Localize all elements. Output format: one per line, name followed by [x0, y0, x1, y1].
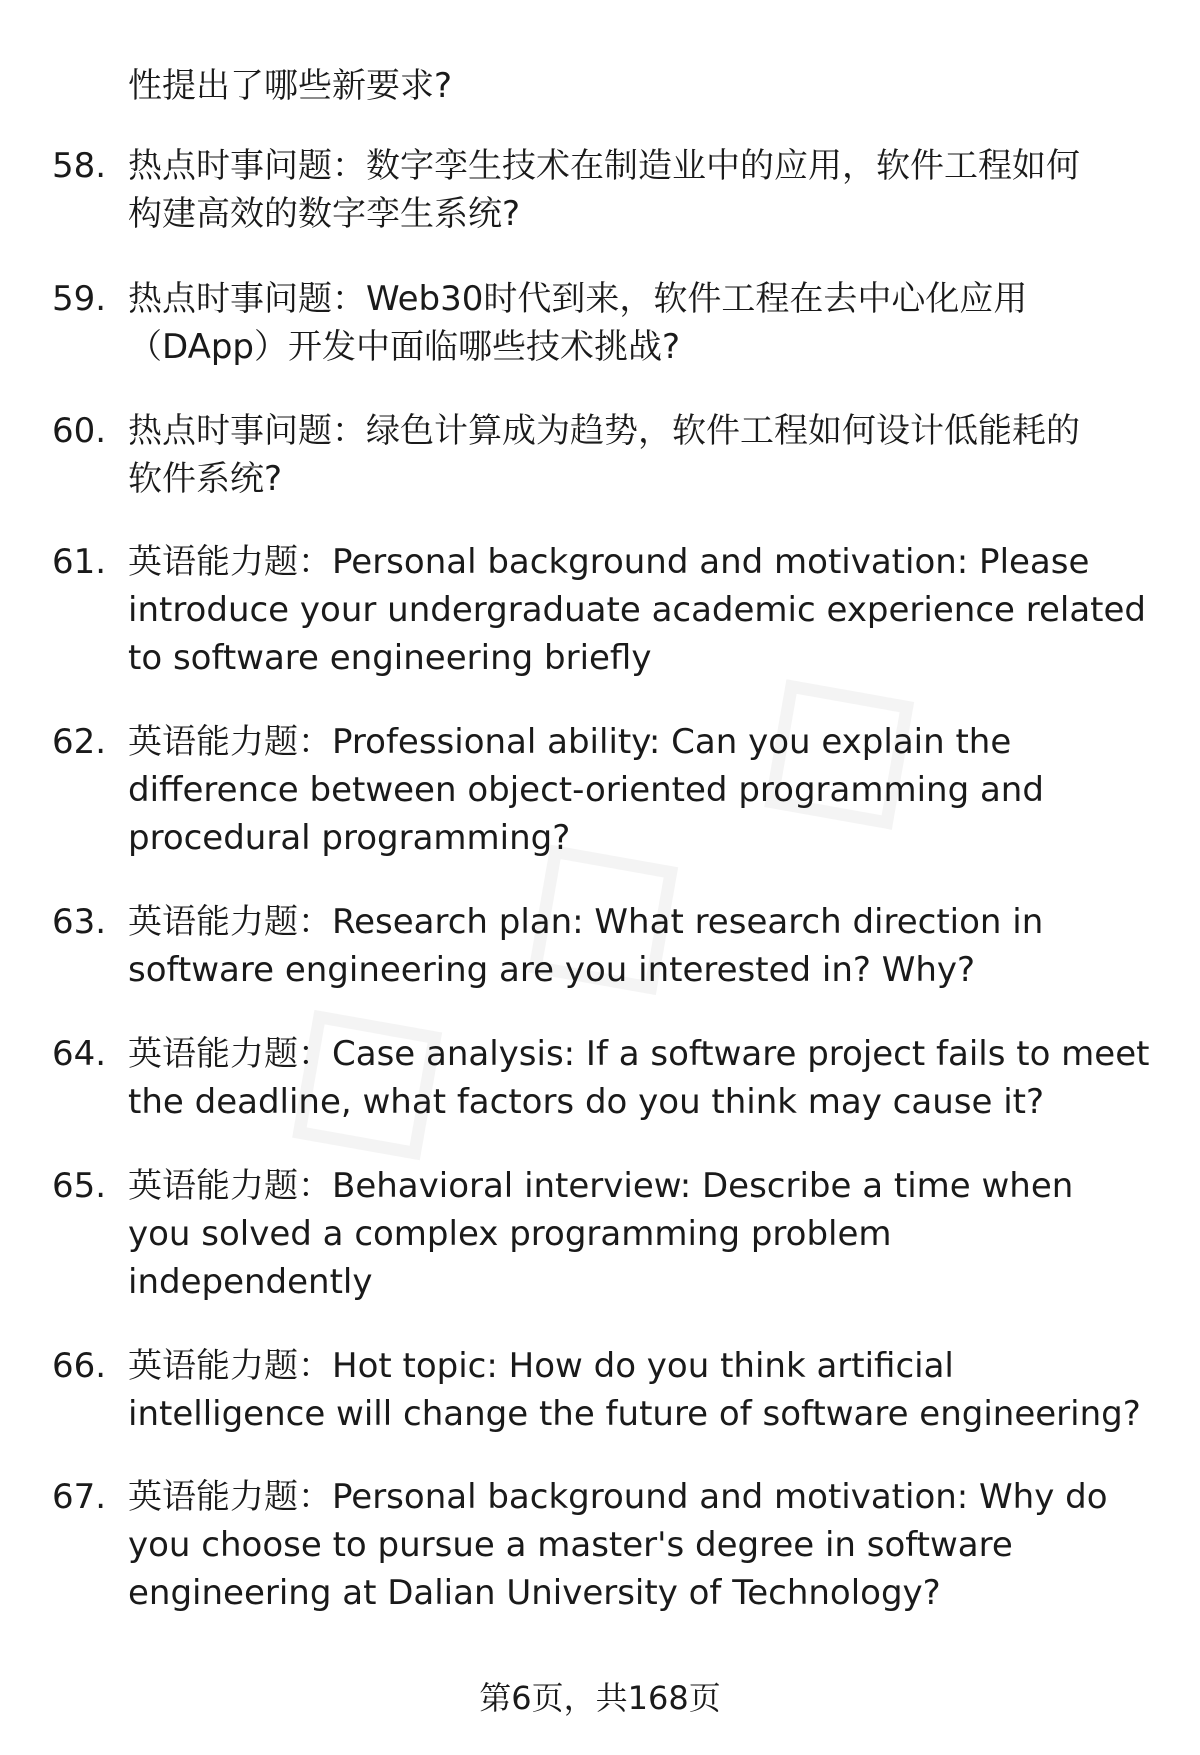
question-number: 65. [52, 1166, 107, 1206]
continuation-text: 性提出了哪些新要求? [128, 66, 453, 106]
question-number: 67. [52, 1477, 107, 1517]
question-line: 英语能力题：Professional ability: Can you explain the [128, 722, 1012, 762]
question-number: 63. [52, 902, 107, 942]
question-number: 58. [52, 146, 107, 186]
question-text [128, 275, 1158, 371]
question-text [128, 1473, 1158, 1617]
question-line: introduce your undergraduate academic experience related [128, 590, 1147, 630]
question-number: 61. [52, 542, 107, 582]
question-text [128, 1162, 1158, 1306]
question-line: 热点时事问题：Web30时代到来，软件工程在去中心化应用 [128, 279, 1028, 319]
question-line: engineering at Dalian University of Technology? [128, 1573, 941, 1613]
question-line: （DApp）开发中面临哪些技术挑战? [128, 327, 681, 367]
question-text [128, 142, 1158, 238]
question-line: you choose to pursue a master's degree in software [128, 1525, 1013, 1565]
question-line: 英语能力题：Case analysis: If a software project fails to meet [128, 1034, 1150, 1074]
question-text [128, 1030, 1158, 1126]
question-line: 构建高效的数字孪生系统? [128, 194, 521, 234]
question-line: independently [128, 1262, 373, 1302]
question-line: you solved a complex programming problem [128, 1214, 892, 1254]
question-text [128, 898, 1158, 994]
question-text [128, 538, 1158, 682]
question-line: 英语能力题：Personal background and motivation: Please [128, 542, 1090, 582]
question-line: 软件系统? [128, 459, 283, 499]
question-line: 英语能力题：Research plan: What research direction in [128, 902, 1044, 942]
question-text [128, 1342, 1158, 1438]
question-line: procedural programming? [128, 818, 571, 858]
question-line: difference between object-oriented programming and [128, 770, 1044, 810]
question-number: 59. [52, 279, 107, 319]
question-line: 英语能力题：Personal background and motivation: Why do [128, 1477, 1108, 1517]
question-number: 62. [52, 722, 107, 762]
question-line: to software engineering briefly [128, 638, 652, 678]
question-line: 热点时事问题：绿色计算成为趋势，软件工程如何设计低能耗的 [128, 411, 1080, 451]
question-number: 64. [52, 1034, 107, 1074]
question-line: intelligence will change the future of software engineering? [128, 1394, 1141, 1434]
page-footer: 第6页，共168页 [479, 1679, 721, 1717]
question-line: software engineering are you interested in? Why? [128, 950, 976, 990]
question-line: the deadline, what factors do you think may cause it? [128, 1082, 1045, 1122]
question-line: 热点时事问题：数字孪生技术在制造业中的应用，软件工程如何 [128, 146, 1080, 186]
question-line: 英语能力题：Behavioral interview: Describe a time when [128, 1166, 1074, 1206]
question-number: 60. [52, 411, 107, 451]
question-text [128, 407, 1158, 503]
question-line: 英语能力题：Hot topic: How do you think artificial [128, 1346, 954, 1386]
question-number: 66. [52, 1346, 107, 1386]
question-text [128, 718, 1158, 862]
